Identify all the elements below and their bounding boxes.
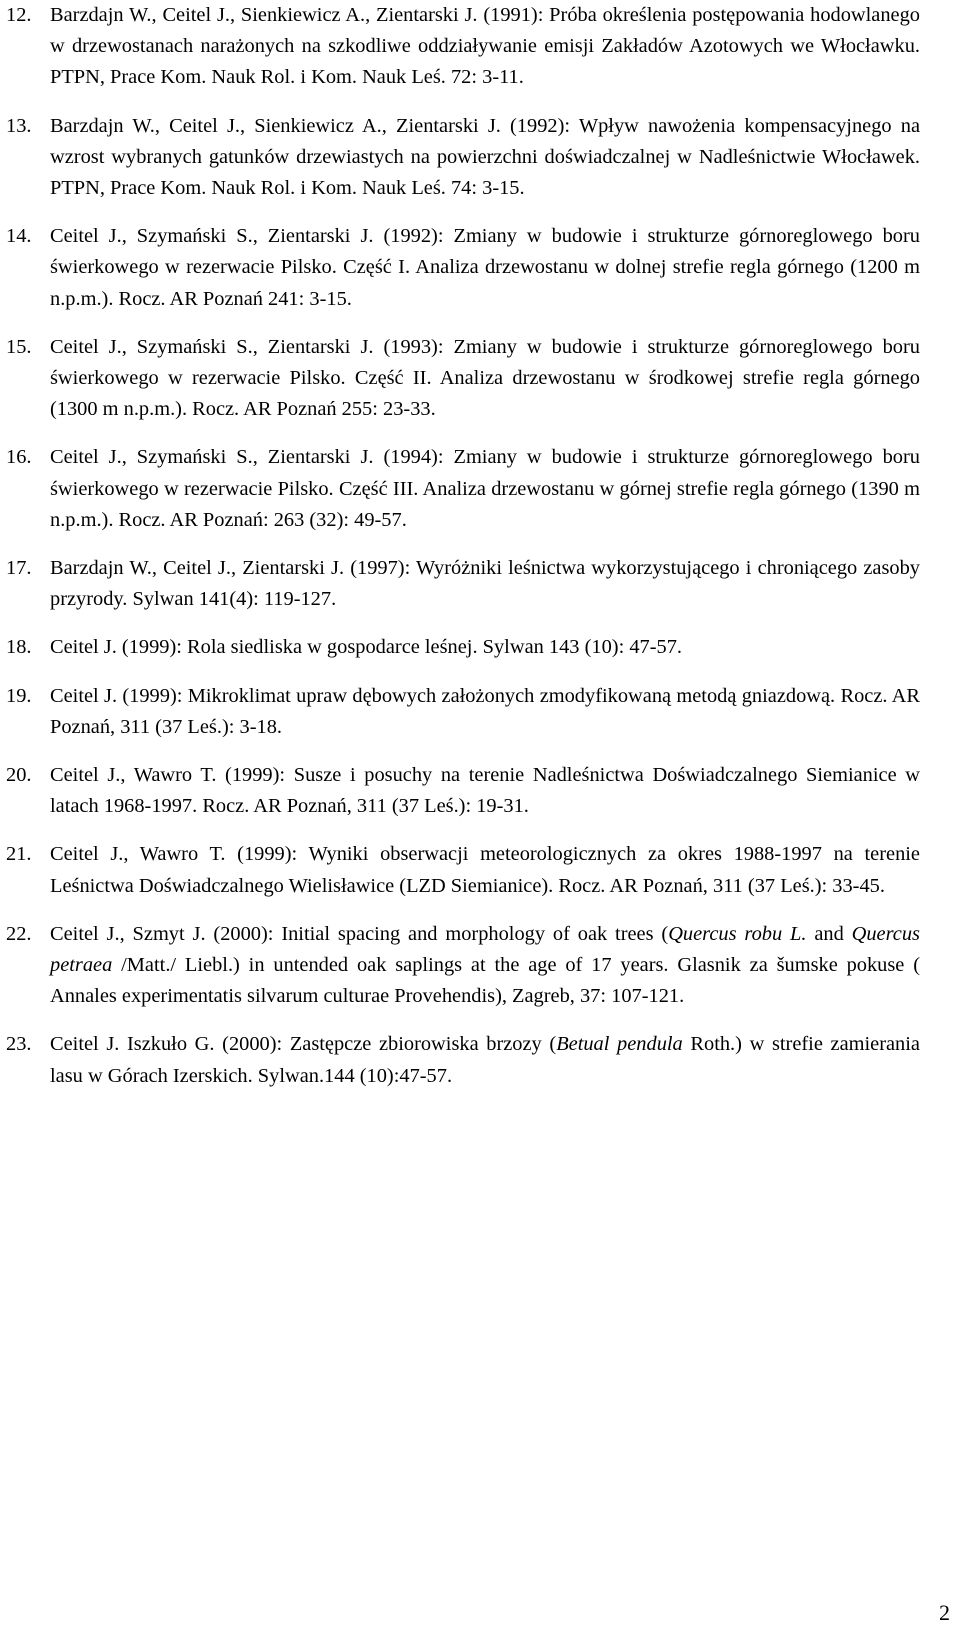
reference-text [50,919,920,1013]
reference-item [6,839,920,901]
species-name-italic: Betual pendula [556,1033,683,1056]
reference-text: Ceitel J., Wawro T. (1999): Wyniki obserwacji meteorologicznych za okres 1988-1997 na terenie Leśnictwa Doświadczalnego Wielisławice (LZD Siemianice). Rocz. AR Poznań, 311 (37 Leś.): 33-45. [50,843,920,897]
reference-number: 19. [6,684,32,707]
reference-number: 21. [6,843,32,866]
reference-number: 14. [6,225,32,248]
reference-item [6,632,920,663]
reference-item [6,221,920,315]
species-name-italic: Quercus robu L. [668,922,807,945]
reference-item [6,919,920,1013]
reference-text: Barzdajn W., Ceitel J., Sienkiewicz A., Zientarski J. (1991): Próba określenia postępowania hodowlanego w drzewostanach narażonych na szkodliwe oddziaływanie emisji Zakładów Azotowych we Włocławku. PTPN, Prace Kom. Nauk Rol. i Kom. Nauk Leś. 72: 3-11. [50,4,920,89]
reference-number: 18. [6,636,32,659]
reference-item [6,553,920,615]
reference-item [6,0,920,94]
reference-number: 22. [6,922,32,945]
reference-text: Ceitel J., Szymański S., Zientarski J. (1993): Zmiany w budowie i strukturze górnoreglowego boru świerkowego w rezerwacie Pilsko. Część II. Analiza drzewostanu w środkowej strefie regla górnego (1300 m n.p.m.). Rocz. AR Poznań 255: 23-33. [50,335,920,421]
reference-number: 16. [6,446,32,469]
reference-number: 23. [6,1033,32,1056]
reference-list [6,0,920,1109]
reference-item [6,111,920,205]
reference-text: Ceitel J., Wawro T. (1999): Susze i posuchy na terenie Nadleśnictwa Doświadczalnego Siemianice w latach 1968-1997. Rocz. AR Poznań, 311 (37 Leś.): 19-31. [50,764,920,818]
reference-text-part: /Matt./ Liebl.) in untended oak saplings at the age of 17 years. Glasnik za šumske pokuse ( Annales experimentatis silvarum culturae Provehendis), Zagreb, 37: 107-121. [50,954,920,1008]
reference-number: 13. [6,114,32,137]
reference-item [6,332,920,426]
reference-text-part: Ceitel J., Szmyt J. (2000): Initial spacing and morphology of oak trees ( [50,922,669,945]
reference-item [6,1029,920,1091]
reference-number: 17. [6,557,32,580]
reference-text: Ceitel J. (1999): Rola siedliska w gospodarce leśnej. Sylwan 143 (10): 47-57. [50,636,683,659]
reference-text [50,1029,920,1091]
reference-text: Ceitel J., Szymański S., Zientarski J. (1992): Zmiany w budowie i strukturze górnoreglowego boru świerkowego w rezerwacie Pilsko. Część I. Analiza drzewostanu w dolnej strefie regla górnego (1200 m n.p.m.). Rocz. AR Poznań 241: 3-15. [50,225,920,310]
reference-text: Ceitel J. (1999): Mikroklimat upraw dębowych założonych zmodyfikowaną metodą gniazdową. Rocz. AR Poznań, 311 (37 Leś.): 3-18. [50,684,920,738]
reference-item [6,760,920,822]
reference-text: Barzdajn W., Ceitel J., Sienkiewicz A., Zientarski J. (1992): Wpływ nawożenia kompensacyjnego na wzrost wybranych gatunków drzewiastych na powierzchni doświadczalnej w Nadleśnictwie Włocławek. PTPN, Prace Kom. Nauk Rol. i Kom. Nauk Leś. 74: 3-15. [50,114,920,200]
reference-item [6,442,920,536]
page-number: 2 [939,1600,950,1625]
species-name-italic: Quercus petraea [50,922,920,977]
reference-text-part: and [806,922,852,945]
reference-text: Barzdajn W., Ceitel J., Zientarski J. (1997): Wyróżniki leśnictwa wykorzystującego i chroniącego zasoby przyrody. Sylwan 141(4): 119-127. [50,557,920,611]
reference-text: Ceitel J., Szymański S., Zientarski J. (1994): Zmiany w budowie i strukturze górnoreglowego boru świerkowego w rezerwacie Pilsko. Część III. Analiza drzewostanu w górnej strefie regla górnego (1390 m n.p.m.). Rocz. AR Poznań: 263 (32): 49-57. [50,446,920,531]
reference-text-part: Roth.) w strefie zamierania lasu w Górach Izerskich. Sylwan.144 (10):47-57. [50,1033,920,1087]
reference-item [6,681,920,743]
reference-number: 15. [6,335,32,358]
reference-number: 20. [6,764,32,787]
reference-text-part: Ceitel J. Iszkuło G. (2000): Zastępcze zbiorowiska brzozy ( [50,1033,557,1056]
reference-number: 12. [6,4,32,26]
